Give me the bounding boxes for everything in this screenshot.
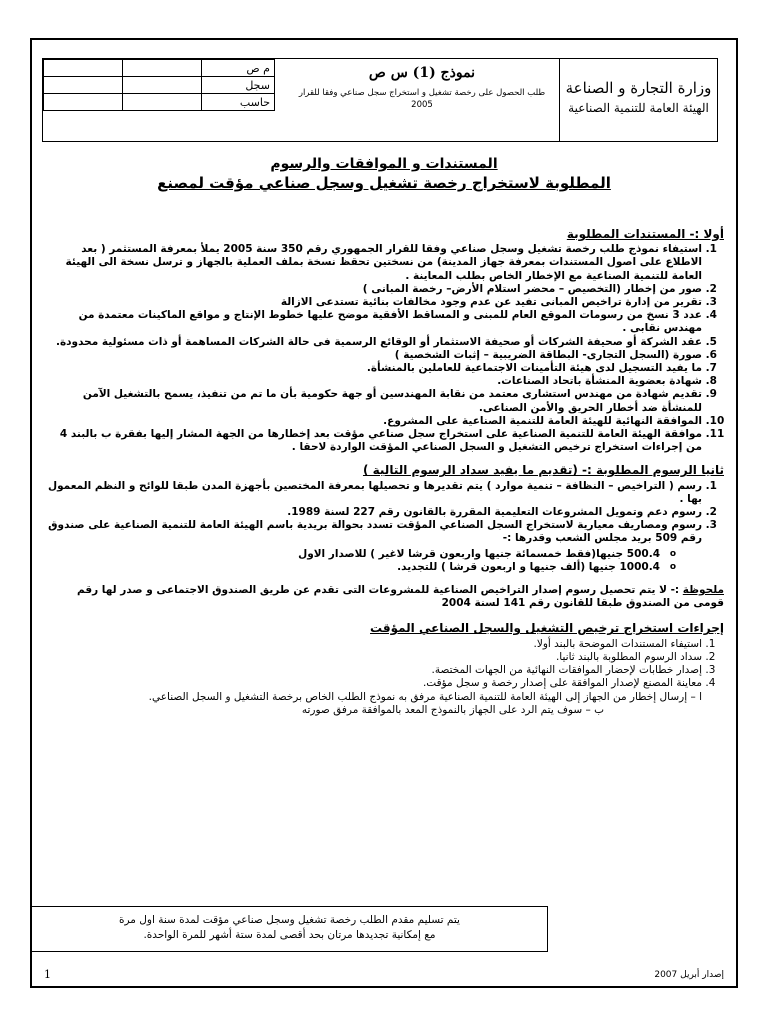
grid-row bbox=[44, 60, 275, 77]
note-paragraph bbox=[46, 584, 724, 610]
list-item: 11. موافقة الهيئة العامة للتنمية الصناعية على استخراج سجل صناعي مؤقت بعد إخطارها من الجهة المشار إليها بفقرة ب بالبند 4 من إجراءات استخراج ترخيص التشغيل و السجل الصناعي المؤقت الواردة لاحقا . bbox=[46, 428, 702, 454]
box-line-1: يتم تسليم مقدم الطلب رخصة تشغيل وسجل صناعي مؤقت لمدة سنة اول مرة bbox=[119, 914, 460, 926]
form-title-block bbox=[285, 59, 559, 141]
form-subtitle: طلب الحصول على رخصة تشغيل و استخراج سجل صناعي وفقا للقرار 2005 bbox=[298, 88, 546, 110]
list-item: 4. عدد 3 نسخ من رسومات الموقع العام للمبنى و المساقط الأفقية موضح عليها خطوط الإنتاج و مواقع الماكينات معتمدة من مهندس نقابى . bbox=[46, 309, 702, 335]
document-page bbox=[30, 38, 738, 988]
title-line-1: المستندات و الموافقات والرسوم bbox=[270, 156, 498, 172]
list-item: 2. سداد الرسوم المطلوبة بالبند ثانيا. bbox=[46, 651, 702, 664]
list-item: 9. تقديم شهادة من مهندس استشارى معتمد من نقابة المهندسين أو جهة حكومية بأن ما تم من تنفيذ، يسمح بالتشغيل الآمن للمنشأة ضد أخطار الحريق والأمن الصناعى. bbox=[46, 388, 702, 414]
ministry-name: وزارة التجارة و الصناعة bbox=[565, 79, 712, 97]
list-item: 3. تقرير من إدارة تراخيص المبانى تفيد عن عدم وجود مخالفات بنائية تستدعى الازالة bbox=[46, 296, 702, 309]
list-item: 7. ما يفيد التسجيل لدى هيئة التأمينات الاجتماعية للعاملين بالمنشأة. bbox=[46, 362, 702, 375]
procedure-step-a: ا – إرسال إخطار من الجهاز إلى الهيئة العامة للتنمية الصناعية مرفق به نموذج الطلب الخاص برخصة التشغيل و السجل الصناعي. bbox=[148, 690, 702, 703]
grid-label: سجل bbox=[202, 77, 275, 94]
document-titles bbox=[32, 156, 736, 192]
grid-label: حاسب bbox=[202, 94, 275, 111]
title-line-2: المطلوبة لاستخراج رخصة تشغيل وسجل صناعي مؤقت لمصنع bbox=[157, 174, 611, 192]
grid-row bbox=[44, 77, 275, 94]
authority-name: الهيئة العامة للتنمية الصناعية bbox=[568, 101, 709, 115]
list-item: 6. صورة (السجل التجارى- البطاقة الضريبية – إثبات الشخصية ) bbox=[46, 349, 702, 362]
list-item: 10. الموافقة النهائية للهيئة العامة للتنمية الصناعية على المشروع. bbox=[46, 415, 702, 428]
grid-value-field bbox=[123, 60, 202, 77]
grid-label: م ص bbox=[202, 60, 275, 77]
section-heading-fees: ثانيا الرسوم المطلوبة :- (تقديم ما يفيد سداد الرسوم التالية ) bbox=[362, 463, 724, 478]
ministry-block bbox=[559, 59, 717, 141]
list-item: 1. رسم ( التراخيص – النظافة – تنمية موارد ) يتم تقديرها و تحصيلها بمعرفة المختصين بأجهزة المدن طبقا للوائح و النظم المعمول بها . bbox=[46, 480, 702, 506]
grid-value-field bbox=[123, 94, 202, 111]
list-item: 1. استيفاء المستندات الموضحة بالبند أولا. bbox=[46, 638, 702, 651]
procedure-step-b: ب – سوف يتم الرد على الجهاز بالنموذج المعد بالموافقة مرفق صورته bbox=[301, 703, 604, 716]
list-item: 3. رسوم ومصاريف معيارية لاستخراج السجل الصناعي المؤقت تسدد بحوالة بريدية باسم الهيئة العامة للتنمية الصناعية على صندوق رقم 509 بريد مجلس الشعب وقدرها :- bbox=[46, 519, 702, 545]
note-keyword: ملحوظة bbox=[682, 584, 724, 597]
license-validity-box bbox=[32, 906, 548, 952]
form-header bbox=[42, 58, 718, 142]
list-item: 2. صور من إخطار (التخصيص – محضر استلام الأرض– رخصة المبانى ) bbox=[46, 283, 702, 296]
box-line-2: مع إمكانية تجديدها مرتان بحد أقصى لمدة ستة أشهر للمرة الواحدة. bbox=[143, 929, 436, 941]
required-fees-list bbox=[46, 480, 724, 546]
fee-amount-item: o 500.4 جنيها(فقط خمسمائة جنيها واربعون قرشا لاغير ) للاصدار الاول bbox=[46, 548, 660, 561]
list-item: 2. رسوم دعم وتمويل المشروعات التعليمية المقررة بالقانون رقم 227 لسنة 1989. bbox=[46, 506, 702, 519]
grid-row bbox=[44, 94, 275, 111]
list-item: 8. شهادة بعضوية المنشأة باتحاد الصناعات. bbox=[46, 375, 702, 388]
section-heading-procedures: إجراءات استخراج ترخيص التشغيل والسجل الصناعي المؤقت bbox=[370, 621, 724, 636]
grid-value-field bbox=[44, 60, 123, 77]
list-item: 4. معاينة المصنع لإصدار الموافقة على إصدار رخصة و سجل مؤقت. bbox=[46, 677, 702, 690]
required-documents-list bbox=[46, 243, 724, 454]
list-item: 5. عقد الشركة أو صحيفة الشركات أو صحيفة الاستثمار أو الوقائع الرسمية فى حالة الشركات المساهمة أو ذات مسئولية محدودة. bbox=[46, 336, 702, 349]
section-heading-documents: أولا :- المستندات المطلوبة bbox=[566, 227, 724, 241]
procedures-list bbox=[46, 638, 724, 691]
list-item: 3. إصدار خطابات لإحضار الموافقات النهائية من الجهات المختصة. bbox=[46, 664, 702, 677]
form-title: نموذج (1) س ص bbox=[368, 65, 476, 81]
note-text: :- لا يتم تحصيل رسوم إصدار التراخيص الصناعية للمشروعات التى تقدم عن طريق الصندوق الاجتماعى و صدر لها رقم قومى من الصندوق طبقا للقانون رقم 141 لسنة 2004 bbox=[77, 584, 724, 610]
list-item: 1. استيفاء نموذج طلب رخصة تشغيل وسجل صناعي وفقا للقرار الجمهوري رقم 350 سنة 2005 يملأ بمعرفة المستثمر ( بعد الاطلاع على اصول المستندات بمعرفة جهاز المدينة) من نسختين تحقظ نسخة بملف العملية بالجهاز و ترسل نسخة الى الهيئة العامة للتنمية الصناعية مع الإخطار الخاص بطلب المعاينة . bbox=[46, 243, 702, 283]
issue-date: إصدار أبريل 2007 bbox=[654, 970, 724, 980]
office-use-grid bbox=[43, 59, 285, 141]
fee-amount-item: o 1000.4 جنيها (ألف جنيها و اربعون قرشا ) للتجديد. bbox=[46, 561, 660, 574]
grid-value-field bbox=[44, 77, 123, 94]
grid-value-field bbox=[123, 77, 202, 94]
fee-amounts-list bbox=[46, 548, 724, 574]
grid-value-field bbox=[44, 94, 123, 111]
document-body bbox=[46, 222, 724, 717]
page-number: 1 bbox=[44, 968, 51, 981]
